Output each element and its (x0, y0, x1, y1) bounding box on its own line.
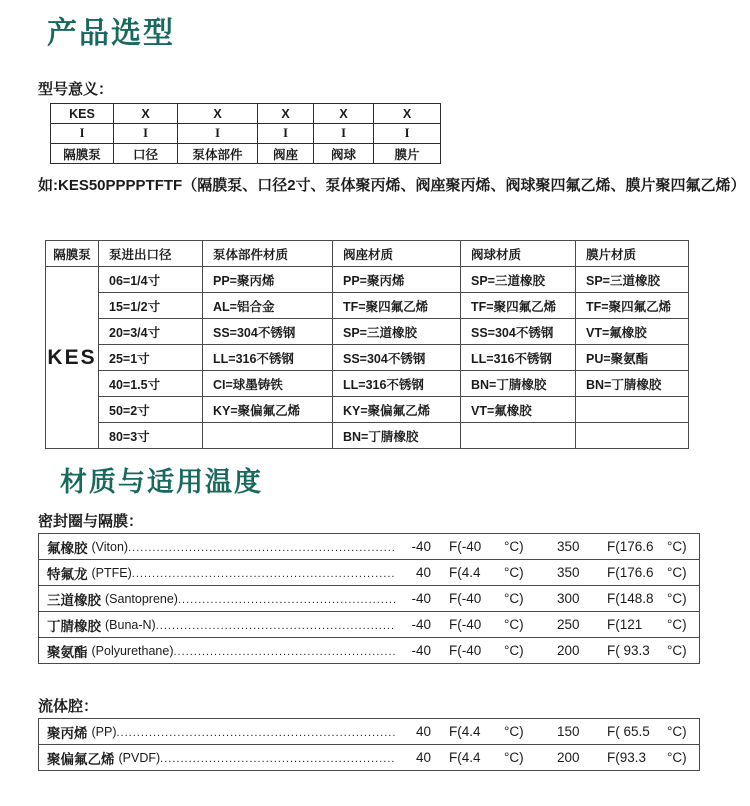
min-temp-unit: °C) (504, 539, 524, 554)
dot-leader (128, 539, 395, 554)
dot-leader (178, 591, 395, 606)
connector-cell: I (51, 124, 114, 144)
cell: 06=1/4寸 (99, 267, 203, 293)
cell: 40=1.5寸 (99, 371, 203, 397)
table-header-row (46, 241, 689, 267)
table-row (46, 345, 689, 371)
header-seat-material: 阀座材质 (333, 241, 461, 267)
cell: LL=316不锈钢 (203, 345, 333, 371)
min-temp-f: -40 (411, 539, 431, 554)
material-row (39, 586, 699, 612)
min-temp-f: 40 (415, 750, 431, 765)
section-title-materials-temperature: 材质与适用温度 (60, 467, 263, 497)
material-name: 丁腈橡胶 (47, 618, 101, 634)
model-code-cell: X (114, 104, 178, 124)
cell: BN=丁腈橡胶 (333, 423, 461, 449)
cell (576, 397, 689, 423)
table-row (46, 293, 689, 319)
cell: TF=聚四氟乙烯 (333, 293, 461, 319)
min-temp-f: 40 (415, 565, 431, 580)
meaning-cell: 隔膜泵 (51, 144, 114, 164)
min-temp-c: F(-40 (449, 539, 482, 554)
cell: LL=316不锈钢 (333, 371, 461, 397)
cell: SS=304不锈钢 (203, 319, 333, 345)
cell: LL=316不锈钢 (461, 345, 576, 371)
meaning-cell: 泵体部件 (178, 144, 258, 164)
material-name: 聚丙烯 (47, 725, 88, 741)
cell: PU=聚氨酯 (576, 345, 689, 371)
model-meaning-label: 型号意义： (38, 81, 114, 98)
model-code-cell: KES (51, 104, 114, 124)
min-temp-unit: °C) (504, 643, 524, 658)
model-code-cell: X (258, 104, 314, 124)
page-title: 产品选型 (47, 17, 175, 50)
cell: 25=1寸 (99, 345, 203, 371)
material-name-en: (PTFE) (91, 565, 132, 580)
fluid-temperature-table (38, 718, 700, 771)
seal-temperature-table (38, 533, 700, 664)
header-diaphragm-material: 膜片材质 (576, 241, 689, 267)
header-pump: 隔膜泵 (46, 241, 99, 267)
dot-leader (174, 643, 396, 658)
model-code-cell: X (178, 104, 258, 124)
cell: BN=丁腈橡胶 (576, 371, 689, 397)
cell: 20=3/4寸 (99, 319, 203, 345)
max-temp-f: 350 (557, 539, 580, 554)
meaning-cell: 阀球 (314, 144, 374, 164)
material-name: 三道橡胶 (47, 592, 101, 608)
max-temp-unit: °C) (667, 539, 687, 554)
cell: TF=聚四氟乙烯 (461, 293, 576, 319)
cell (576, 423, 689, 449)
min-temp-f: -40 (411, 617, 431, 632)
material-name: 氟橡胶 (47, 540, 88, 556)
header-ball-material: 阀球材质 (461, 241, 576, 267)
material-name-en: (PP) (91, 724, 117, 739)
min-temp-unit: °C) (504, 591, 524, 606)
cell: BN=丁腈橡胶 (461, 371, 576, 397)
max-temp-c: F(93.3 (607, 750, 647, 765)
min-temp-f: 40 (415, 724, 431, 739)
dot-leader (156, 617, 395, 632)
min-temp-c: F(-40 (449, 617, 482, 632)
material-selection-table (45, 240, 689, 449)
meaning-cell: 阀座 (258, 144, 314, 164)
dot-leader (117, 724, 396, 739)
max-temp-c: F(176.6 (607, 539, 654, 554)
max-temp-unit: °C) (667, 565, 687, 580)
cell: PP=聚丙烯 (203, 267, 333, 293)
min-temp-unit: °C) (504, 750, 524, 765)
connector-cell: I (314, 124, 374, 144)
cell (203, 423, 333, 449)
dot-leader (132, 565, 395, 580)
material-name: 特氟龙 (47, 566, 88, 582)
max-temp-unit: °C) (667, 750, 687, 765)
max-temp-f: 150 (557, 724, 580, 739)
cell: SP=三道橡胶 (333, 319, 461, 345)
header-body-material: 泵体部件材质 (203, 241, 333, 267)
table-row (46, 423, 689, 449)
meaning-cell: 膜片 (374, 144, 441, 164)
min-temp-c: F(4.4 (449, 565, 481, 580)
cell: 15=1/2寸 (99, 293, 203, 319)
series-code-cell: KES (46, 267, 99, 449)
min-temp-unit: °C) (504, 724, 524, 739)
material-name-en: (Buna-N) (105, 617, 156, 632)
cell: SP=三道橡胶 (461, 267, 576, 293)
cell: PP=聚丙烯 (333, 267, 461, 293)
cell: VT=氟橡胶 (461, 397, 576, 423)
max-temp-f: 350 (557, 565, 580, 580)
min-temp-unit: °C) (504, 617, 524, 632)
material-name-en: (Polyurethane) (91, 643, 174, 658)
table-row (46, 267, 689, 293)
material-name: 聚偏氟乙烯 (47, 751, 115, 767)
fluid-chamber-label: 流体腔： (38, 698, 99, 715)
table-row (46, 397, 689, 423)
max-temp-unit: °C) (667, 617, 687, 632)
cell: KY=聚偏氟乙烯 (203, 397, 333, 423)
max-temp-unit: °C) (667, 643, 687, 658)
material-name-en: (Viton) (91, 539, 129, 554)
cell: CI=球墨铸铁 (203, 371, 333, 397)
max-temp-c: F(148.8 (607, 591, 654, 606)
cell: VT=氟橡胶 (576, 319, 689, 345)
header-port-size: 泵进出口径 (99, 241, 203, 267)
meaning-cell: 口径 (114, 144, 178, 164)
max-temp-c: F( 93.3 (607, 643, 650, 658)
max-temp-f: 250 (557, 617, 580, 632)
min-temp-unit: °C) (504, 565, 524, 580)
material-row (39, 745, 699, 770)
model-meaning-row (51, 144, 441, 164)
cell: SP=三道橡胶 (576, 267, 689, 293)
cell: 80=3寸 (99, 423, 203, 449)
min-temp-c: F(-40 (449, 643, 482, 658)
material-name: 聚氨酯 (47, 644, 88, 660)
min-temp-c: F(-40 (449, 591, 482, 606)
table-row (46, 319, 689, 345)
max-temp-unit: °C) (667, 591, 687, 606)
material-name-en: (PVDF) (118, 750, 161, 765)
model-example-text: 如:KES50PPPPTFTF（隔膜泵、口径2寸、泵体聚丙烯、阀座聚丙烯、阀球聚四氟乙烯、膜片聚四氟乙烯） (38, 177, 746, 194)
max-temp-c: F(121 (607, 617, 643, 632)
max-temp-f: 300 (557, 591, 580, 606)
table-row (46, 371, 689, 397)
cell (461, 423, 576, 449)
max-temp-c: F( 65.5 (607, 724, 650, 739)
cell: TF=聚四氟乙烯 (576, 293, 689, 319)
max-temp-f: 200 (557, 643, 580, 658)
min-temp-f: -40 (411, 643, 431, 658)
min-temp-c: F(4.4 (449, 724, 481, 739)
dot-leader (160, 750, 395, 765)
min-temp-c: F(4.4 (449, 750, 481, 765)
material-row (39, 638, 699, 663)
cell: SS=304不锈钢 (333, 345, 461, 371)
cell: SS=304不锈钢 (461, 319, 576, 345)
connector-cell: I (374, 124, 441, 144)
cell: 50=2寸 (99, 397, 203, 423)
connector-cell: I (114, 124, 178, 144)
model-code-cell: X (374, 104, 441, 124)
model-connector-row (51, 124, 441, 144)
model-code-table (50, 103, 441, 164)
max-temp-f: 200 (557, 750, 580, 765)
material-row (39, 560, 699, 586)
model-code-cell: X (314, 104, 374, 124)
min-temp-f: -40 (411, 591, 431, 606)
material-name-en: (Santoprene) (105, 591, 178, 606)
max-temp-c: F(176.6 (607, 565, 654, 580)
material-row (39, 612, 699, 638)
material-row (39, 719, 699, 745)
connector-cell: I (258, 124, 314, 144)
seal-diaphragm-label: 密封圈与隔膜： (38, 513, 144, 530)
max-temp-unit: °C) (667, 724, 687, 739)
cell: KY=聚偏氟乙烯 (333, 397, 461, 423)
connector-cell: I (178, 124, 258, 144)
model-code-row (51, 104, 441, 124)
cell: AL=铝合金 (203, 293, 333, 319)
material-row (39, 534, 699, 560)
